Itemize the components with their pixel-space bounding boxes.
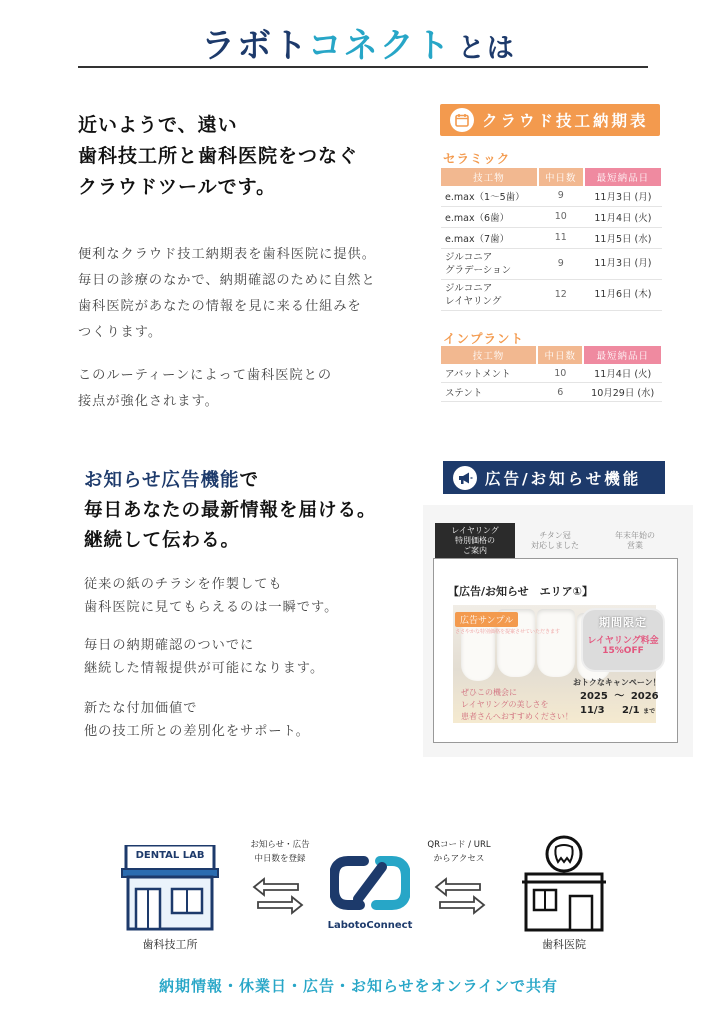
- dental-clinic-building-icon: [520, 834, 608, 932]
- ads-paragraph-1: [84, 573, 338, 619]
- tab-label: 特別価格の: [454, 536, 495, 545]
- col-header-item: 技工物: [441, 346, 537, 364]
- cell-date: 11月4日 (火): [584, 206, 662, 227]
- cell-item-line: グラデーション: [445, 264, 512, 276]
- campaign-text: おトクなキャンペーン！: [573, 678, 661, 687]
- dates-tilde: ～: [614, 691, 625, 702]
- lab-sign: DENTAL LAB: [135, 850, 205, 861]
- lab-label: 歯科技工所: [142, 938, 198, 951]
- ceramic-section-label: セラミック: [443, 151, 511, 166]
- campaign-dates: [580, 690, 659, 719]
- tab-layering[interactable]: [435, 523, 515, 559]
- footer-tagline: 納期情報・休業日・広告・お知らせをオンラインで共有: [158, 977, 559, 995]
- cell-days: 12: [538, 279, 584, 310]
- cell-date: 11月3日 (月): [584, 248, 662, 279]
- ads-heading: [443, 461, 665, 494]
- cell-date: 11月3日 (月): [584, 186, 662, 206]
- text-line: 歯科医院があなたの情報を見に来る仕組みを: [78, 299, 362, 314]
- text-line: 継続した情報提供が可能になります。: [84, 661, 325, 676]
- cell-days: 11: [538, 227, 584, 248]
- cell-date: 11月4日 (火): [583, 364, 662, 383]
- text-line: 他の技工所との差別化をサポート。: [84, 724, 310, 739]
- intro-lead-line: 歯科技工所と歯科医院をつなぐ: [78, 145, 359, 167]
- implant-table: [441, 346, 663, 402]
- ad-sample-subtext: ささやかな特別価格を提案させていただきます: [455, 629, 561, 635]
- ads-paragraph-2: [84, 634, 324, 680]
- intro-lead-line: クラウドツールです。: [78, 176, 277, 198]
- cell-item: ステント: [441, 383, 537, 402]
- schedule-heading: [440, 104, 660, 136]
- tab-label: レイヤリング: [451, 526, 499, 535]
- megaphone-icon: [453, 466, 477, 490]
- cell-item-line: ジルコニア: [445, 251, 493, 263]
- badge-line-1: 期間限定: [599, 616, 647, 629]
- ad-area-title: 【広告/お知らせ エリア①】: [448, 585, 594, 598]
- text-line: お知らせ・広告: [250, 840, 310, 850]
- ads-paragraph-3: [84, 697, 310, 743]
- cell-date: 11月5日 (水): [584, 227, 662, 248]
- cell-item: e.max（7歯）: [441, 227, 538, 248]
- text-line: 従来の紙のチラシを作製しても: [84, 577, 283, 592]
- cell-days: 6: [537, 383, 583, 402]
- col-header-days: 中日数: [537, 346, 583, 364]
- table-row: [441, 186, 662, 206]
- cell-date: 10月29日 (水): [583, 383, 662, 402]
- tooth-shape: [537, 609, 575, 677]
- col-header-days: 中日数: [538, 168, 584, 186]
- cell-item: アバットメント: [441, 364, 537, 383]
- text-line: このルーティーンによって歯科医院との: [78, 368, 333, 383]
- text-line: 接点が強化されます。: [78, 394, 219, 409]
- cell-days: 9: [538, 248, 584, 279]
- ads-lead: [84, 466, 377, 556]
- cell-item: [441, 279, 538, 310]
- cell-item: e.max（1～5歯）: [441, 186, 538, 206]
- table-row: [441, 227, 662, 248]
- table-row: [441, 364, 662, 383]
- text-line: 便利なクラウド技工納期表を歯科医院に提供。: [78, 247, 376, 262]
- start-date: 11/3: [580, 705, 605, 716]
- tab-label: 年末年始の: [615, 531, 655, 540]
- text-line: レイヤリングの美しさを: [461, 700, 549, 709]
- ads-heading-label: 広告/お知らせ機能: [485, 469, 642, 488]
- cell-date: 11月6日 (木): [584, 279, 662, 310]
- schedule-heading-label: クラウド技工納期表: [482, 112, 649, 130]
- ads-lead-rest: で: [239, 470, 259, 491]
- col-header-date: 最短納品日: [583, 346, 662, 364]
- text-line: 新たな付加価値で: [84, 701, 198, 716]
- ads-lead-highlight: お知らせ広告機能: [84, 470, 240, 491]
- text-line: からアクセス: [433, 854, 485, 864]
- badge-line-2: レイヤリング料金: [587, 636, 659, 646]
- text-line: 毎日の納期確認のついでに: [84, 638, 255, 653]
- end-year: 2026: [630, 691, 659, 702]
- ads-lead-line: 継続して伝わる。: [84, 530, 241, 551]
- exchange-arrows-icon: [434, 876, 486, 916]
- until-text: まで: [643, 708, 656, 715]
- start-year: 2025: [580, 691, 608, 702]
- text-line: つくります。: [78, 325, 163, 340]
- tab-titanium[interactable]: [515, 523, 595, 559]
- tab-label: チタン冠: [539, 531, 571, 540]
- tab-holiday[interactable]: [595, 523, 675, 559]
- title-part1: ラボト: [201, 26, 308, 66]
- table-header-row: [441, 346, 662, 364]
- table-row: [441, 206, 662, 227]
- title-divider: [78, 66, 648, 68]
- table-row: [441, 248, 662, 279]
- limited-offer-badge: [581, 608, 665, 672]
- ceramic-table: [441, 168, 663, 311]
- right-note: [414, 838, 504, 866]
- end-date: 2/1: [622, 705, 640, 716]
- text-line: 毎日の診療のなかで、納期確認のために自然と: [78, 273, 376, 288]
- text-line: ぜひこの機会に: [461, 688, 517, 697]
- page-title: [0, 18, 717, 67]
- table-row: [441, 383, 662, 402]
- intro-paragraph-2: [78, 363, 332, 415]
- intro-lead: [78, 110, 358, 203]
- calendar-icon: [450, 108, 474, 132]
- laboconnect-logo-icon: [330, 853, 410, 913]
- table-row: [441, 279, 662, 310]
- title-part3: とは: [457, 33, 516, 64]
- col-header-item: 技工物: [441, 168, 538, 186]
- ad-sample-label: 広告サンプル: [455, 612, 518, 627]
- tab-label: 対応しました: [531, 541, 579, 550]
- intro-lead-line: 近いようで、遠い: [78, 114, 238, 136]
- text-line: 患者さんへおすすめください！: [461, 712, 573, 721]
- badge-line-3: 15%OFF: [602, 646, 644, 656]
- clinic-label: 歯科医院: [542, 938, 586, 951]
- tab-label: ご案内: [462, 546, 487, 555]
- cell-item: [441, 248, 538, 279]
- exchange-arrows-icon: [252, 876, 304, 916]
- text-line: 歯科医院に見てもらえるのは一瞬です。: [84, 600, 339, 615]
- cell-days: 9: [538, 186, 584, 206]
- title-part2: コネクト: [307, 26, 452, 66]
- implant-section-label: インプラント: [443, 331, 525, 346]
- table-header-row: [441, 168, 662, 186]
- tab-label: 営業: [627, 541, 643, 550]
- cell-item: e.max（6歯）: [441, 206, 538, 227]
- ads-lead-line: 毎日あなたの最新情報を届ける。: [84, 500, 377, 521]
- cell-item-line: レイヤリング: [445, 295, 502, 307]
- text-line: 中日数を登録: [254, 854, 306, 864]
- text-line: QRコード / URL: [427, 840, 491, 850]
- ads-lead-line: [84, 466, 377, 496]
- cell-days: 10: [537, 364, 583, 383]
- logo-text: LabotoConnect: [327, 920, 413, 931]
- left-note: [236, 838, 324, 866]
- col-header-date: 最短納品日: [584, 168, 662, 186]
- intro-paragraph-1: [78, 242, 376, 346]
- ad-note: [461, 687, 573, 723]
- cell-days: 10: [538, 206, 584, 227]
- cell-item-line: ジルコニア: [445, 282, 493, 294]
